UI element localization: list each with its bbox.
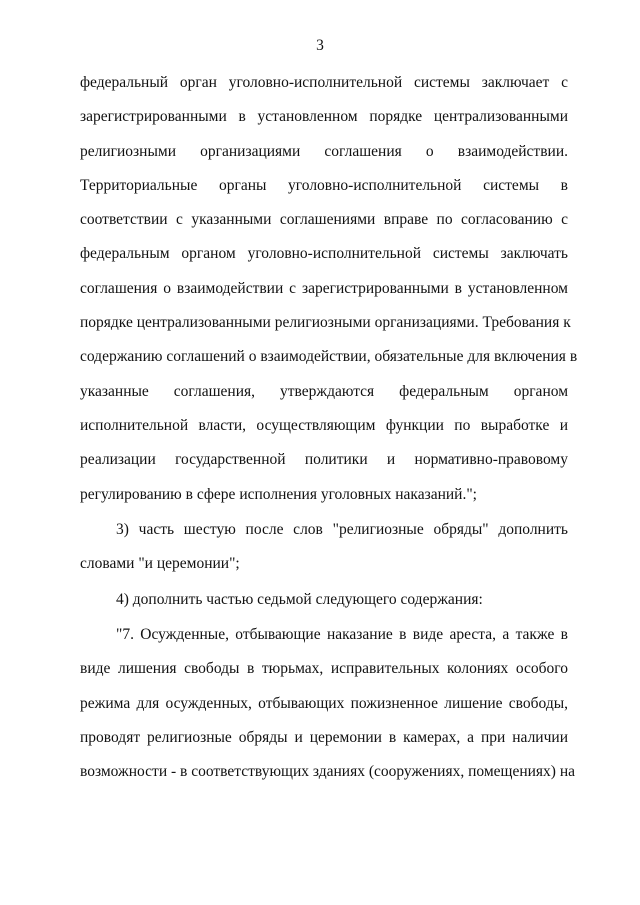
- text-line: регулированию в сфере исполнения уголовных наказаний.";: [80, 485, 477, 503]
- text-line: "7. Осужденные, отбывающие наказание в виде ареста, а также в: [116, 626, 568, 643]
- text-line: виде лишения свободы в тюрьмах, исправительных колониях особого: [80, 660, 568, 678]
- text-line: религиозными организациями соглашения о взаимодействии.: [80, 142, 568, 160]
- text-line: проводят религиозные обряды и церемонии в камерах, а при наличии: [80, 728, 568, 746]
- text-line: содержанию соглашений о взаимодействии, обязательные для включения в: [80, 348, 578, 366]
- text-line: режима для осужденных, отбывающих пожизненное лишение свободы,: [80, 694, 568, 712]
- text-line: порядке централизованными религиозными организациями. Требования к: [80, 314, 571, 332]
- paragraph-item-3: [80, 520, 568, 589]
- text-line: федеральным органом уголовно-исполнительной системы заключать: [80, 245, 568, 263]
- text-line: указанные соглашения, утверждаются федеральным органом: [80, 382, 568, 400]
- text-line: Территориальные органы уголовно-исполнительной системы в: [80, 176, 568, 194]
- paragraph-part-7: [80, 625, 576, 796]
- text-line: исполнительной власти, осуществляющим функции по выработке и: [80, 416, 568, 434]
- text-line: соответствии с указанными соглашениями вправе по согласованию с: [80, 211, 568, 229]
- paragraph-federal-agreements: [80, 73, 578, 519]
- text-line: соглашения о взаимодействии с зарегистрированными в установленном: [80, 279, 568, 297]
- page-number: 3: [316, 37, 324, 54]
- text-line: словами "и церемонии";: [80, 555, 240, 573]
- text-line: зарегистрированными в установленном порядке централизованными: [80, 108, 568, 126]
- text-line: 3) часть шестую после слов "религиозные обряды" дополнить: [116, 521, 568, 538]
- text-line: возможности - в соответствующих зданиях (сооружениях, помещениях) на: [80, 763, 576, 781]
- text-line: федеральный орган уголовно-исполнительной системы заключает с: [80, 74, 568, 91]
- text-line: 4) дополнить частью седьмой следующего содержания:: [116, 591, 483, 608]
- paragraph-item-4: [80, 590, 568, 624]
- text-line: реализации государственной политики и нормативно-правовому: [80, 451, 568, 469]
